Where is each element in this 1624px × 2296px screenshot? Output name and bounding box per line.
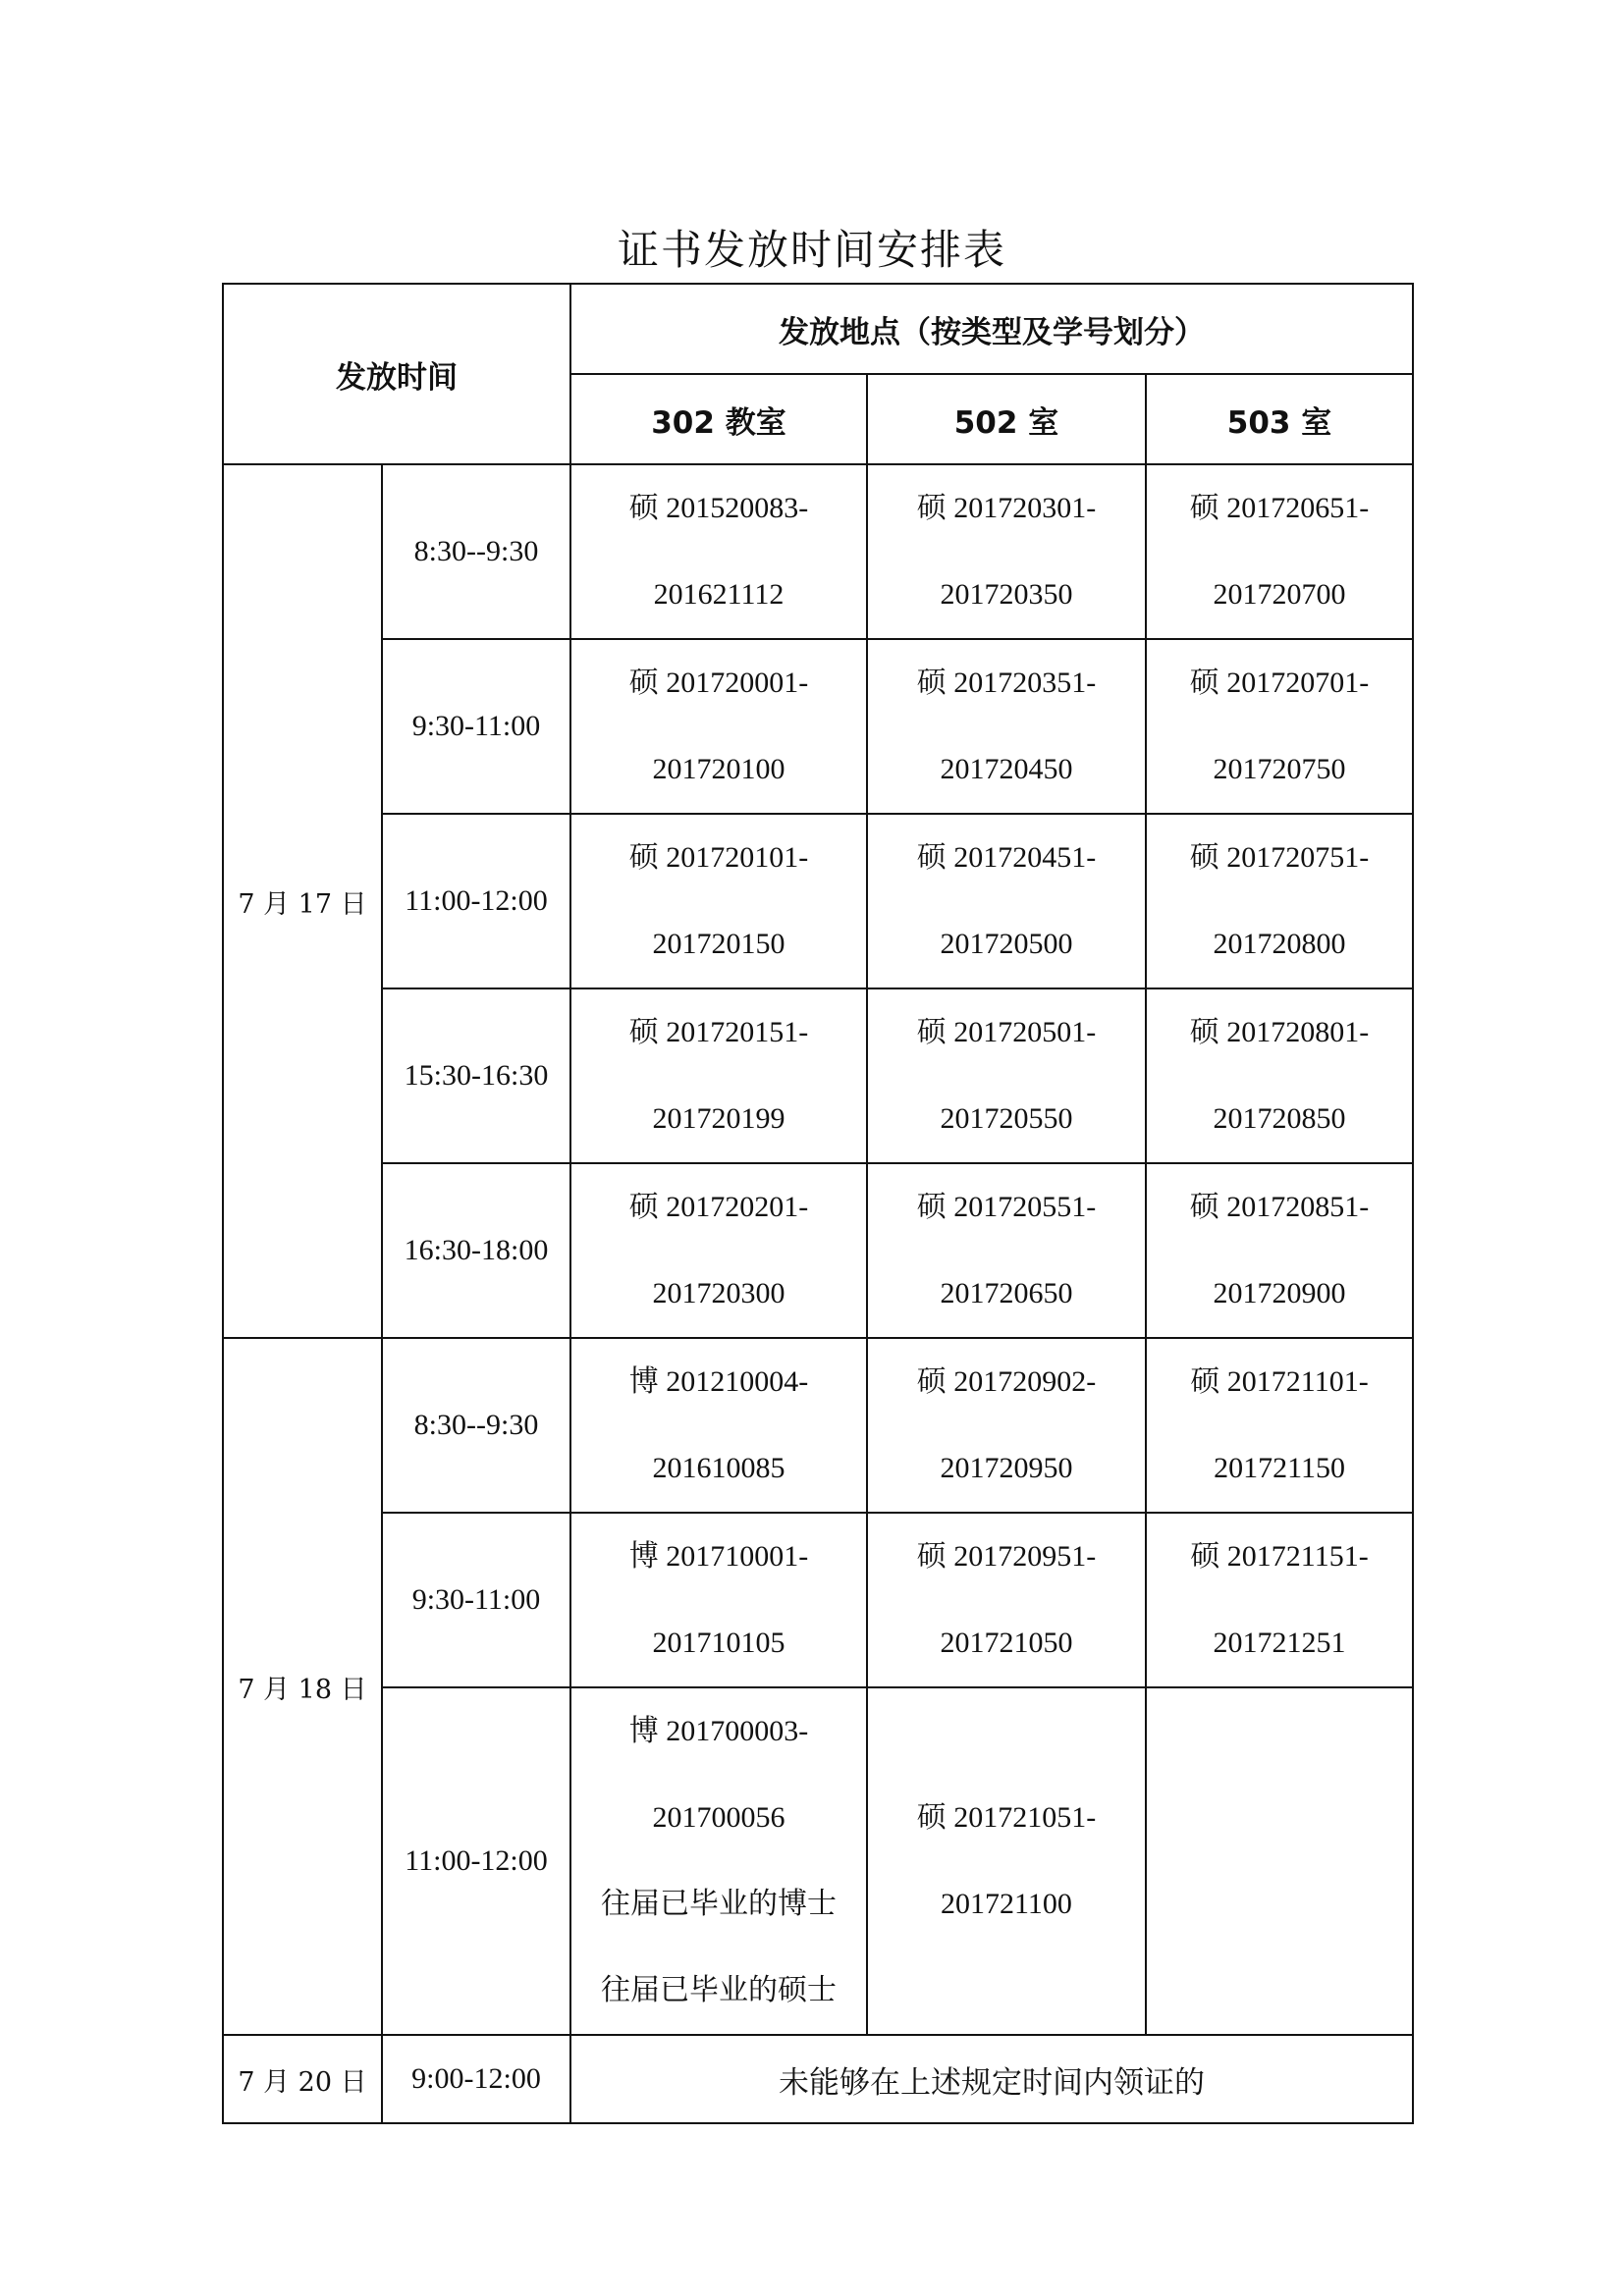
range-line: 硕 201720101- <box>628 841 809 874</box>
range-line: 硕 201720801- <box>1189 1016 1370 1048</box>
table-row <box>223 1513 1413 1687</box>
range-line: 硕 201720201- <box>628 1191 809 1223</box>
time-slot-cell: 11:00-12:00 <box>382 1687 570 2035</box>
range-line: 201621112 <box>653 578 785 611</box>
range-line: 201720950 <box>940 1452 1073 1484</box>
range-cell <box>867 1338 1146 1513</box>
time-column-header: 发放时间 <box>223 284 570 464</box>
location-column-header: 发放地点（按类型及学号划分） <box>570 284 1413 374</box>
range-cell <box>867 814 1146 988</box>
range-line: 往届已毕业的博士 <box>601 1888 837 1920</box>
range-line: 201720450 <box>940 753 1073 785</box>
range-cell <box>1146 639 1413 814</box>
range-line: 201720900 <box>1213 1277 1346 1309</box>
time-slot-cell: 16:30-18:00 <box>382 1163 570 1338</box>
schedule-table <box>222 283 1414 2124</box>
range-line: 201720750 <box>1213 753 1346 785</box>
range-cell <box>1146 1687 1413 2035</box>
range-line: 硕 201720751- <box>1189 841 1370 874</box>
range-line: 201720100 <box>652 753 785 785</box>
range-cell <box>570 464 867 639</box>
range-cell <box>570 1687 867 2035</box>
time-slot-cell: 8:30--9:30 <box>382 464 570 639</box>
range-cell <box>570 639 867 814</box>
range-line: 往届已毕业的硕士 <box>601 1974 837 2006</box>
range-line: 硕 201720902- <box>916 1365 1097 1398</box>
range-line: 201721150 <box>1214 1452 1345 1484</box>
range-cell <box>570 1513 867 1687</box>
range-line: 硕 201720951- <box>916 1540 1097 1573</box>
range-line: 硕 201720301- <box>916 492 1097 524</box>
range-cell <box>1146 464 1413 639</box>
range-line: 201720199 <box>652 1102 785 1135</box>
range-line: 硕 201720501- <box>916 1016 1097 1048</box>
table-row <box>223 1163 1413 1338</box>
table-row <box>223 1338 1413 1513</box>
range-cell <box>867 1513 1146 1687</box>
range-cell <box>867 639 1146 814</box>
time-slot-cell: 9:30-11:00 <box>382 1513 570 1687</box>
range-cell <box>1146 1338 1413 1513</box>
table-row <box>223 814 1413 988</box>
range-cell <box>867 1163 1146 1338</box>
range-cell <box>570 814 867 988</box>
range-cell <box>1146 988 1413 1163</box>
range-line: 硕 201721051- <box>916 1801 1097 1834</box>
range-cell <box>1146 1163 1413 1338</box>
range-cell <box>867 988 1146 1163</box>
range-line: 201720300 <box>652 1277 785 1309</box>
time-slot-cell: 9:00-12:00 <box>382 2035 570 2123</box>
range-cell <box>867 464 1146 639</box>
range-line: 硕 201720701- <box>1189 667 1370 699</box>
table-row <box>223 639 1413 814</box>
page-title: 证书发放时间安排表 <box>617 226 1006 274</box>
range-line: 硕 201720351- <box>916 667 1097 699</box>
table-row <box>223 988 1413 1163</box>
range-line: 201721100 <box>941 1888 1072 1920</box>
range-line: 201720500 <box>940 928 1073 960</box>
range-line: 201720650 <box>940 1277 1073 1309</box>
time-slot-cell: 8:30--9:30 <box>382 1338 570 1513</box>
range-line: 硕 201721151- <box>1190 1540 1369 1573</box>
range-line: 硕 201720651- <box>1189 492 1370 524</box>
range-line: 博 201710001- <box>628 1540 809 1573</box>
range-line: 硕 201720551- <box>916 1191 1097 1223</box>
table-row <box>223 1687 1413 2035</box>
range-line: 201610085 <box>652 1452 785 1484</box>
range-line: 硕 201720151- <box>628 1016 809 1048</box>
room-header: 502 室 <box>867 374 1146 464</box>
range-cell <box>867 1687 1146 2035</box>
range-line: 201720850 <box>1213 1102 1346 1135</box>
room-header: 302 教室 <box>570 374 867 464</box>
range-line: 博 201700003- <box>628 1715 809 1747</box>
range-cell <box>1146 814 1413 988</box>
range-line: 博 201210004- <box>628 1365 809 1398</box>
range-line: 201720550 <box>940 1102 1073 1135</box>
range-line: 201720350 <box>940 578 1073 611</box>
range-line: 硕 201721101- <box>1190 1365 1369 1398</box>
table-row <box>223 2035 1413 2123</box>
range-line: 201720150 <box>652 928 785 960</box>
range-line: 硕 201520083- <box>628 492 809 524</box>
range-line: 201720700 <box>1213 578 1346 611</box>
range-line: 201721251 <box>1213 1627 1346 1659</box>
table-row <box>223 464 1413 639</box>
date-cell: 7 月 17 日 <box>223 464 382 1338</box>
date-cell: 7 月 18 日 <box>223 1338 382 2035</box>
time-slot-cell: 15:30-16:30 <box>382 988 570 1163</box>
late-pickup-note: 未能够在上述规定时间内领证的 <box>570 2035 1413 2123</box>
time-slot-cell: 9:30-11:00 <box>382 639 570 814</box>
range-line: 201721050 <box>940 1627 1073 1659</box>
range-line: 硕 201720451- <box>916 841 1097 874</box>
range-line: 硕 201720851- <box>1189 1191 1370 1223</box>
time-slot-cell: 11:00-12:00 <box>382 814 570 988</box>
range-cell <box>570 1163 867 1338</box>
date-cell: 7 月 20 日 <box>223 2035 382 2123</box>
range-cell <box>570 1338 867 1513</box>
range-line: 201720800 <box>1213 928 1346 960</box>
range-cell <box>570 988 867 1163</box>
room-header: 503 室 <box>1146 374 1413 464</box>
range-line: 硕 201720001- <box>628 667 809 699</box>
range-cell <box>1146 1513 1413 1687</box>
range-line: 201700056 <box>652 1801 785 1834</box>
range-line: 201710105 <box>652 1627 785 1659</box>
